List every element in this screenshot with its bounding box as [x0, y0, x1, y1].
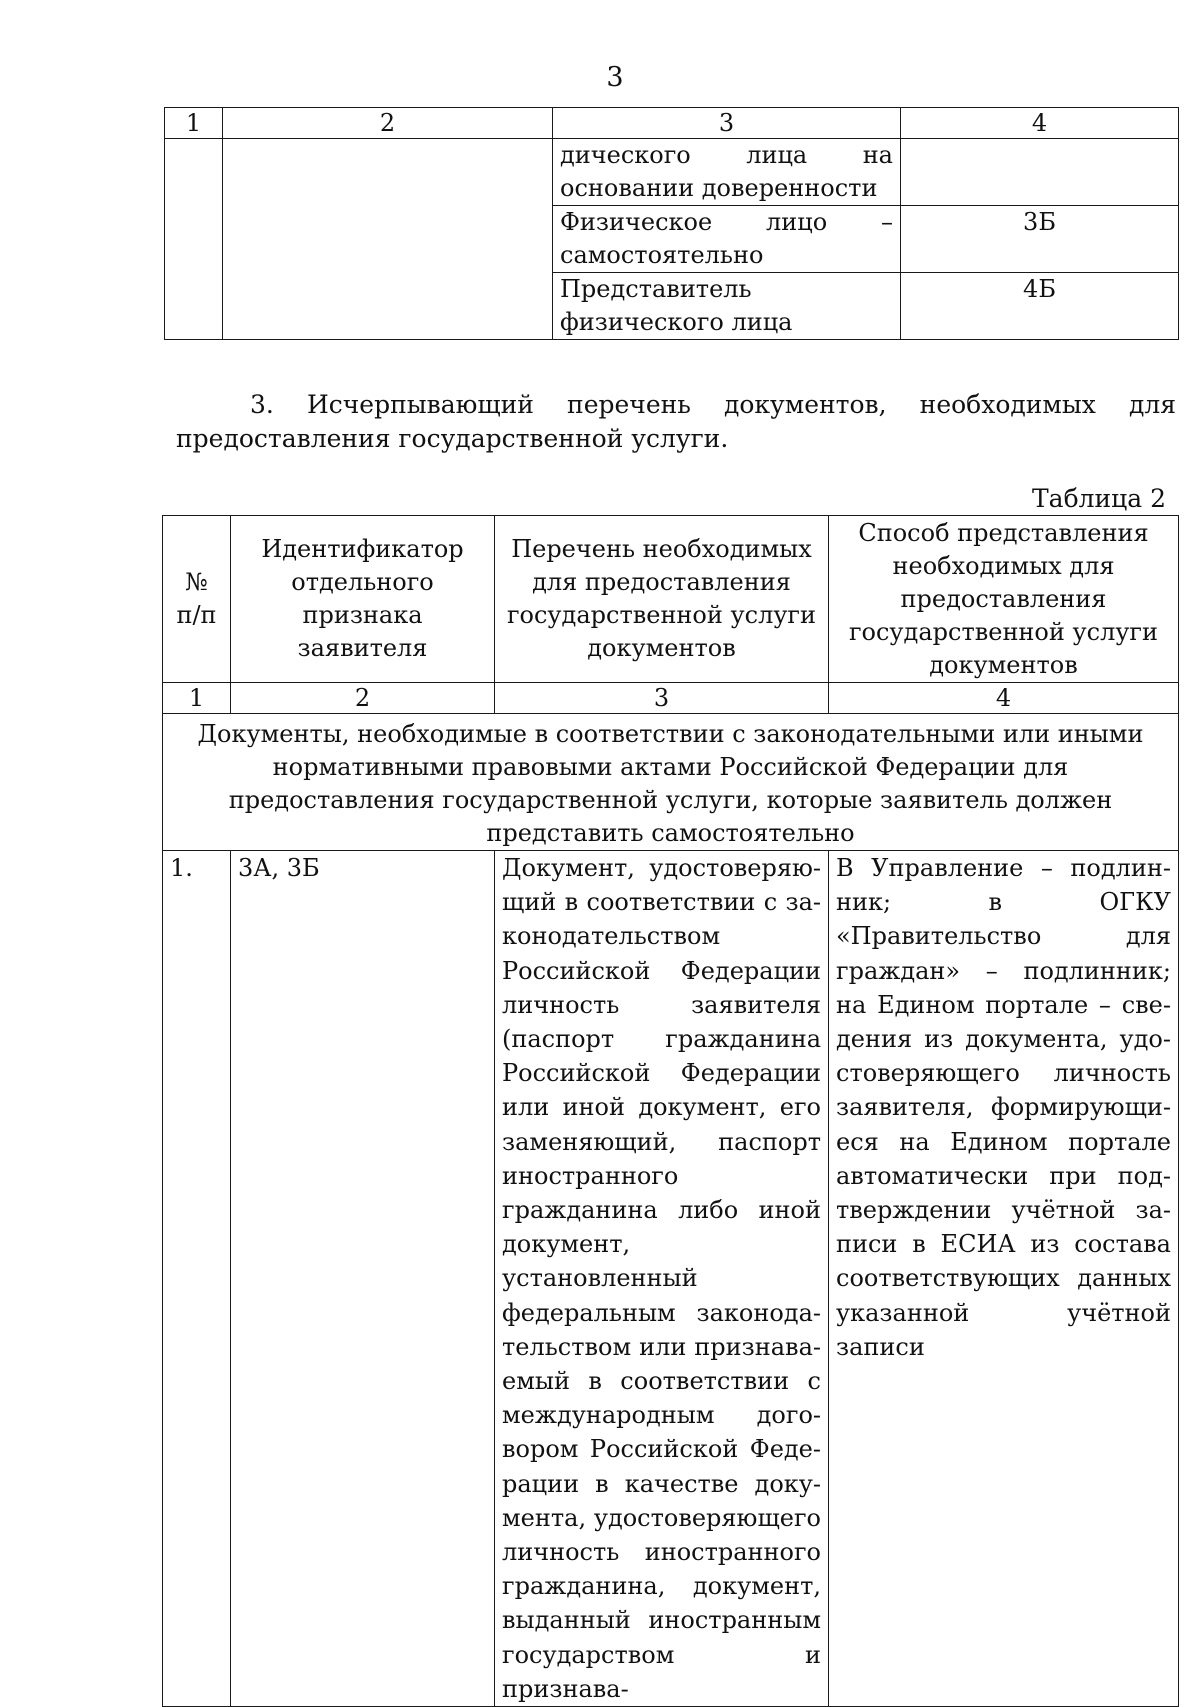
section-row — [163, 714, 1179, 851]
row-identifier: 3А, 3Б — [231, 851, 495, 1707]
row-number: 1. — [163, 851, 231, 1707]
documents-table — [162, 515, 1179, 1707]
table-cell: Физическое лицо – самостоятельно — [553, 206, 901, 273]
continuation-table — [164, 107, 1179, 340]
page-number: 3 — [606, 62, 624, 93]
table-cell: 3Б — [901, 206, 1179, 273]
table-cell: Представитель физического лица — [553, 273, 901, 340]
table-cell: дического лица на основании доверенности — [553, 139, 901, 206]
table-header-row — [163, 516, 1179, 683]
header-cell: 2 — [223, 108, 553, 139]
column-number: 1 — [163, 683, 231, 714]
table-row — [163, 851, 1179, 1707]
header-cell: 4 — [901, 108, 1179, 139]
header-documents: Перечень необходимых для предоставления государственной услуги документов — [495, 516, 829, 683]
table-header-row — [165, 108, 1179, 139]
section-title: Документы, необходимые в соответствии с законодательными или иными нормативными правовыми актами Российской Федерации для предоставления государственной услуги, которые заявитель должен представить самостоятельно — [163, 714, 1179, 851]
section-paragraph — [176, 388, 1176, 456]
table-cell: 4Б — [901, 273, 1179, 340]
row-documents: Документ, удостоверяющий в соответствии с законодательством Российской Федерации личность заявителя (паспорт гражданина Российской Федерации или иной документ, его заменяющий, паспорт иностранного гражданина либо иной документ, установленный федеральным законодательством или признаваемый в соответствии с международным договором Российской Федерации в качестве документа, удостоверяющего личность иностранного гражданина, документ, выданный иностранным государством и признава- — [495, 851, 829, 1707]
paragraph-line-2: предоставления государственной услуги. — [176, 424, 729, 453]
column-number: 4 — [829, 683, 1179, 714]
column-numbering-row — [163, 683, 1179, 714]
column-number: 3 — [495, 683, 829, 714]
header-identifier: Идентификатор отдельного признака заявителя — [231, 516, 495, 683]
header-method: Способ представления необходимых для предоставления государственной услуги документов — [829, 516, 1179, 683]
table-cell — [165, 139, 223, 340]
header-cell: 3 — [553, 108, 901, 139]
table-row — [165, 139, 1179, 206]
row-method: В Управление – подлинник; в ОГКУ «Правительство для граждан» – подлинник; на Едином портале – сведения из документа, удостоверяющего личность заявителя, формирующиеся на Едином портале автоматически при подтверждении учётной записи в ЕСИА из состава соответствующих данных указанной учётной записи — [829, 851, 1179, 1707]
column-number: 2 — [231, 683, 495, 714]
paragraph-line-1: 3. Исчерпывающий перечень документов, необходимых для — [250, 390, 1176, 419]
table-caption: Таблица 2 — [1031, 484, 1166, 513]
table-cell — [223, 139, 553, 340]
header-cell: 1 — [165, 108, 223, 139]
header-number: № п/п — [163, 516, 231, 683]
table-cell — [901, 139, 1179, 206]
